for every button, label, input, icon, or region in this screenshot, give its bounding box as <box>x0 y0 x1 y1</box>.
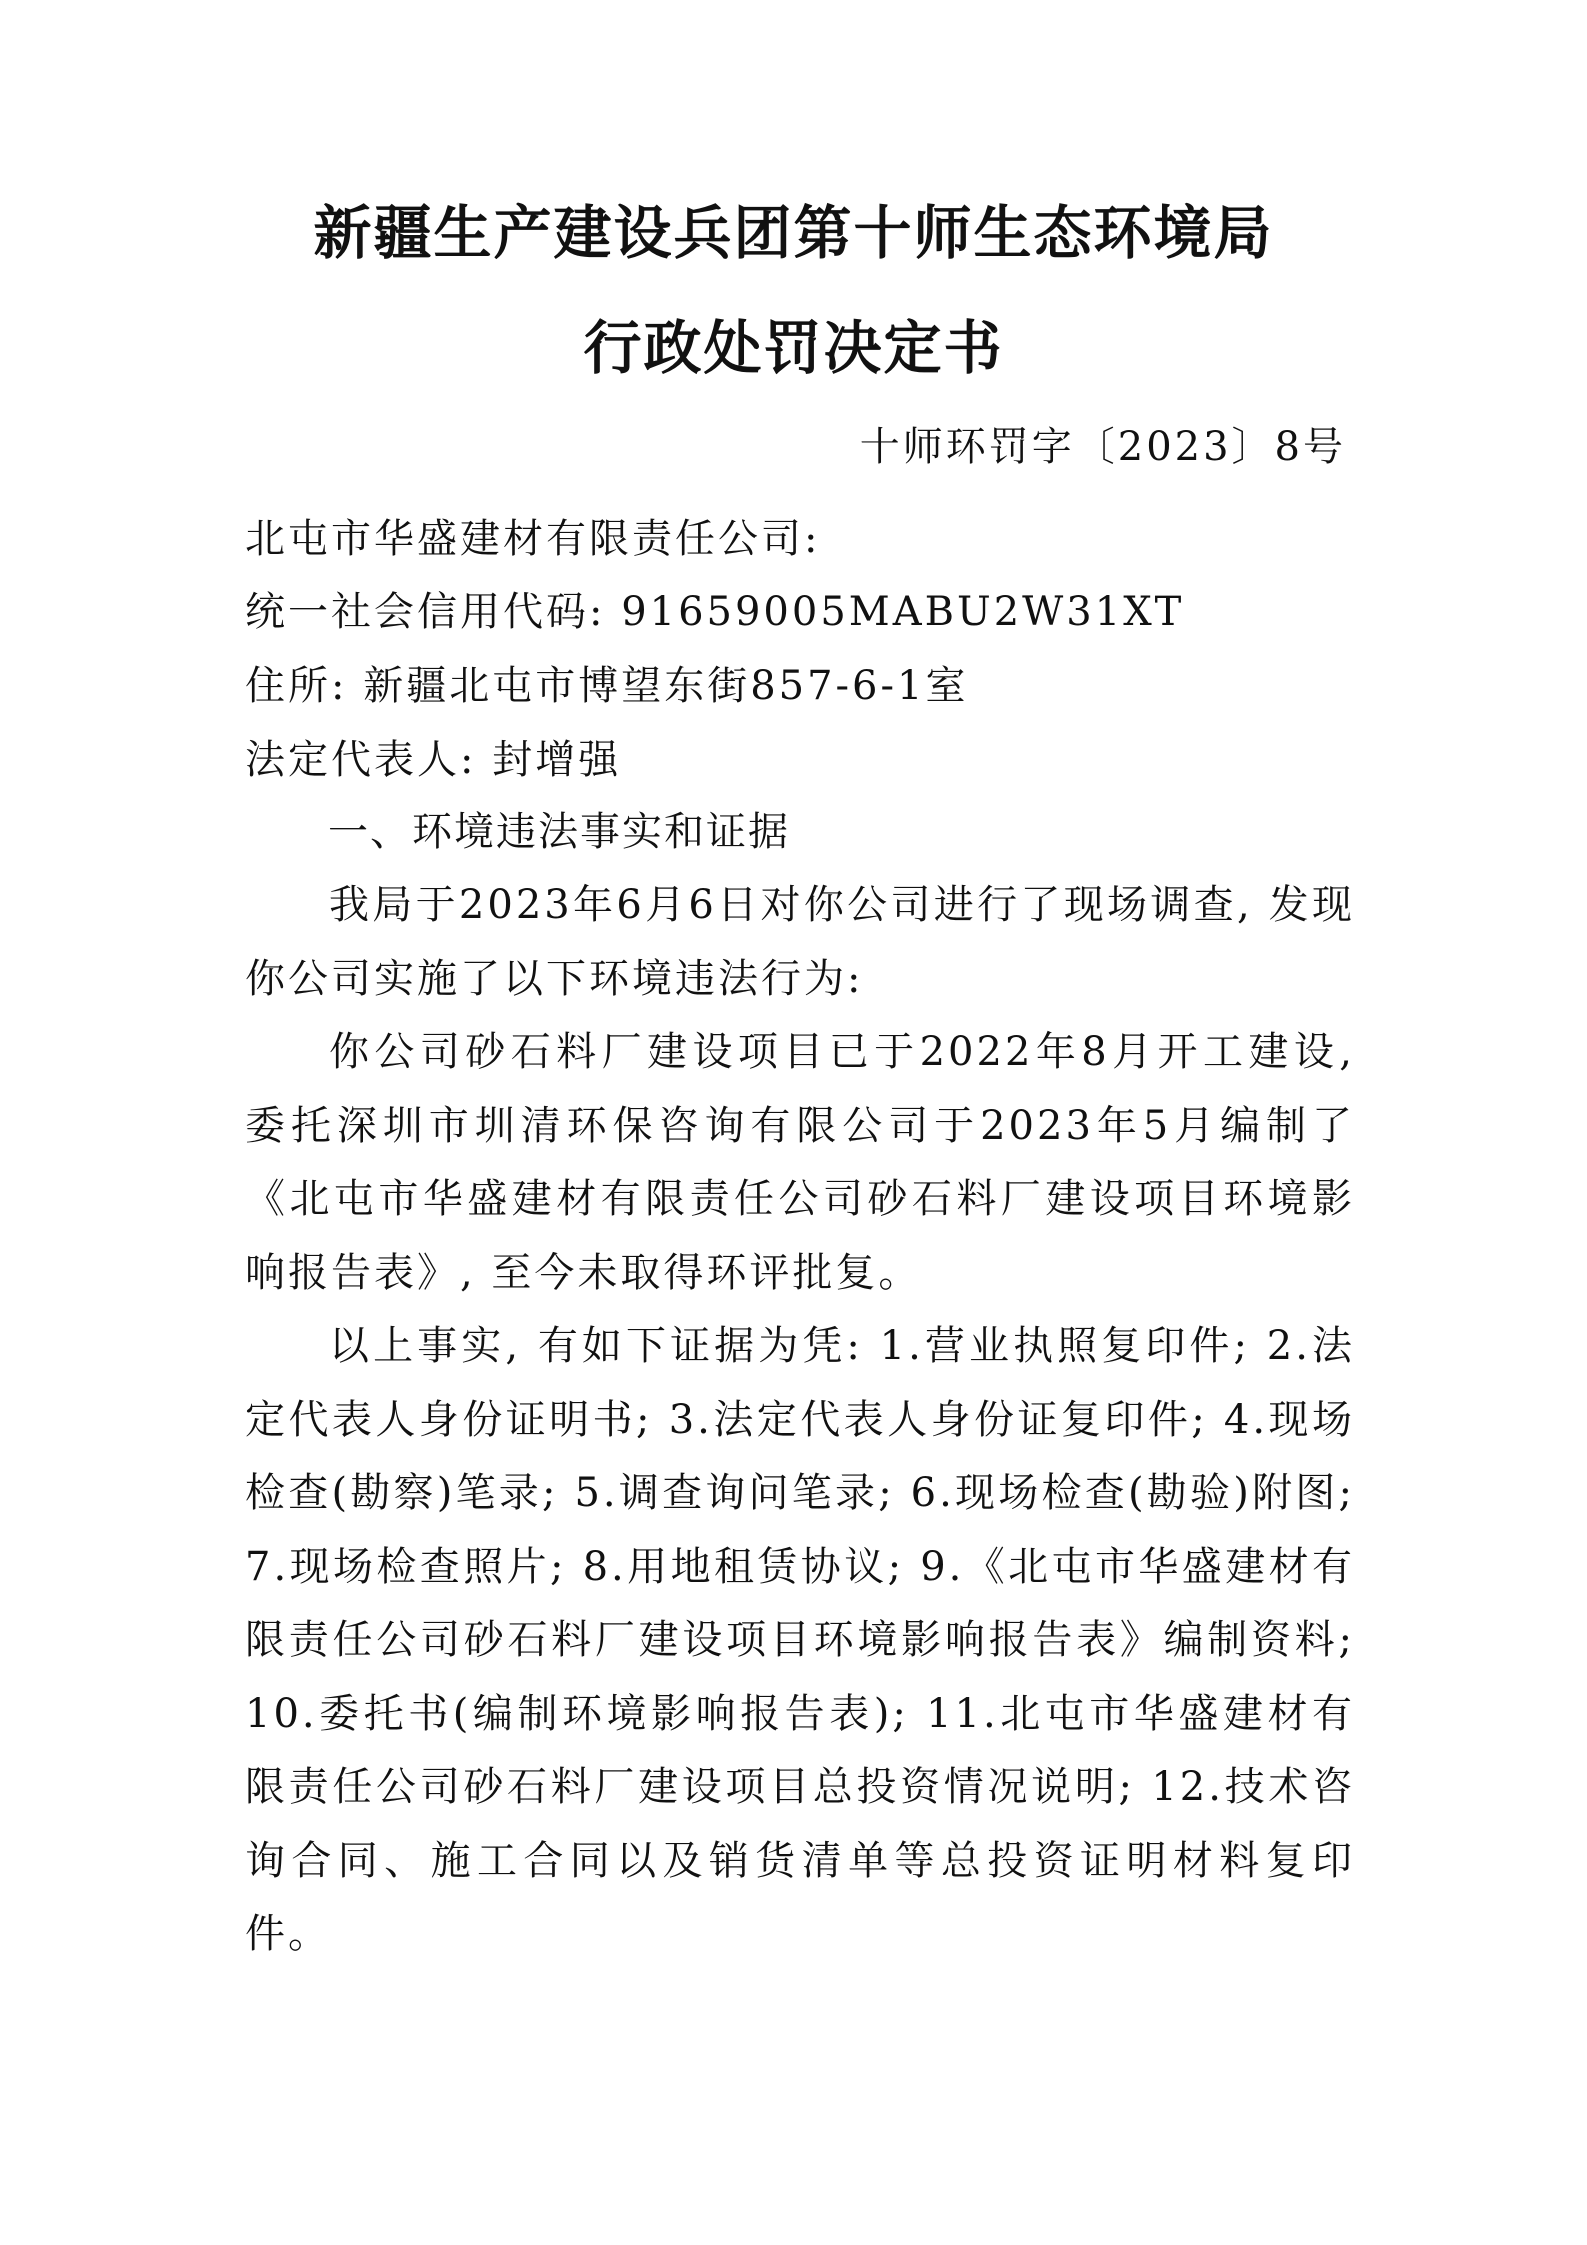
legal-representative: 法定代表人: 封增强 <box>245 737 622 783</box>
paragraph-violation: 你公司砂石料厂建设项目已于2022年8月开工建设, 委托深圳市圳清环保咨询有限公司于2023年5月编制了《北屯市华盛建材有限责任公司砂石料厂建设项目环境影响报告表》, 至今未取得环评批复。 <box>245 1029 1355 1296</box>
document-number: 十师环罚字〔2023〕8号 <box>859 424 1346 470</box>
credit-code: 统一社会信用代码: 91659005MABU2W31XT <box>245 589 1185 635</box>
document-title-line2: 行政处罚决定书 <box>583 314 1004 382</box>
section-heading-violation-facts: 一、环境违法事实和证据 <box>328 809 790 855</box>
document-title-line1: 新疆生产建设兵团第十师生态环境局 <box>313 199 1274 267</box>
paragraph-evidence: 以上事实, 有如下证据为凭: 1.营业执照复印件; 2.法定代表人身份证明书; 3.法定代表人身份证复印件; 4.现场检查(勘察)笔录; 5.调查询问笔录; 6.现场检查(勘验)附图; 7.现场检查照片; 8.用地租赁协议; 9.《北屯市华盛建材有限责任公司砂石料厂建设项目环境影响报告表》编制资料; 10.委托书(编制环境影响报告表); 11.北屯市华盛建材有限责任公司砂石料厂建设项目总投资情况说明; 12.技术咨询合同、施工合同以及销货清单等总投资证明材料复印件。 <box>245 1323 1355 1957</box>
paragraph-investigation: 我局于2023年6月6日对你公司进行了现场调查, 发现你公司实施了以下环境违法行为: <box>245 882 1355 1002</box>
party-name: 北屯市华盛建材有限责任公司: <box>245 516 821 562</box>
party-address: 住所: 新疆北屯市博望东街857-6-1室 <box>245 663 969 709</box>
